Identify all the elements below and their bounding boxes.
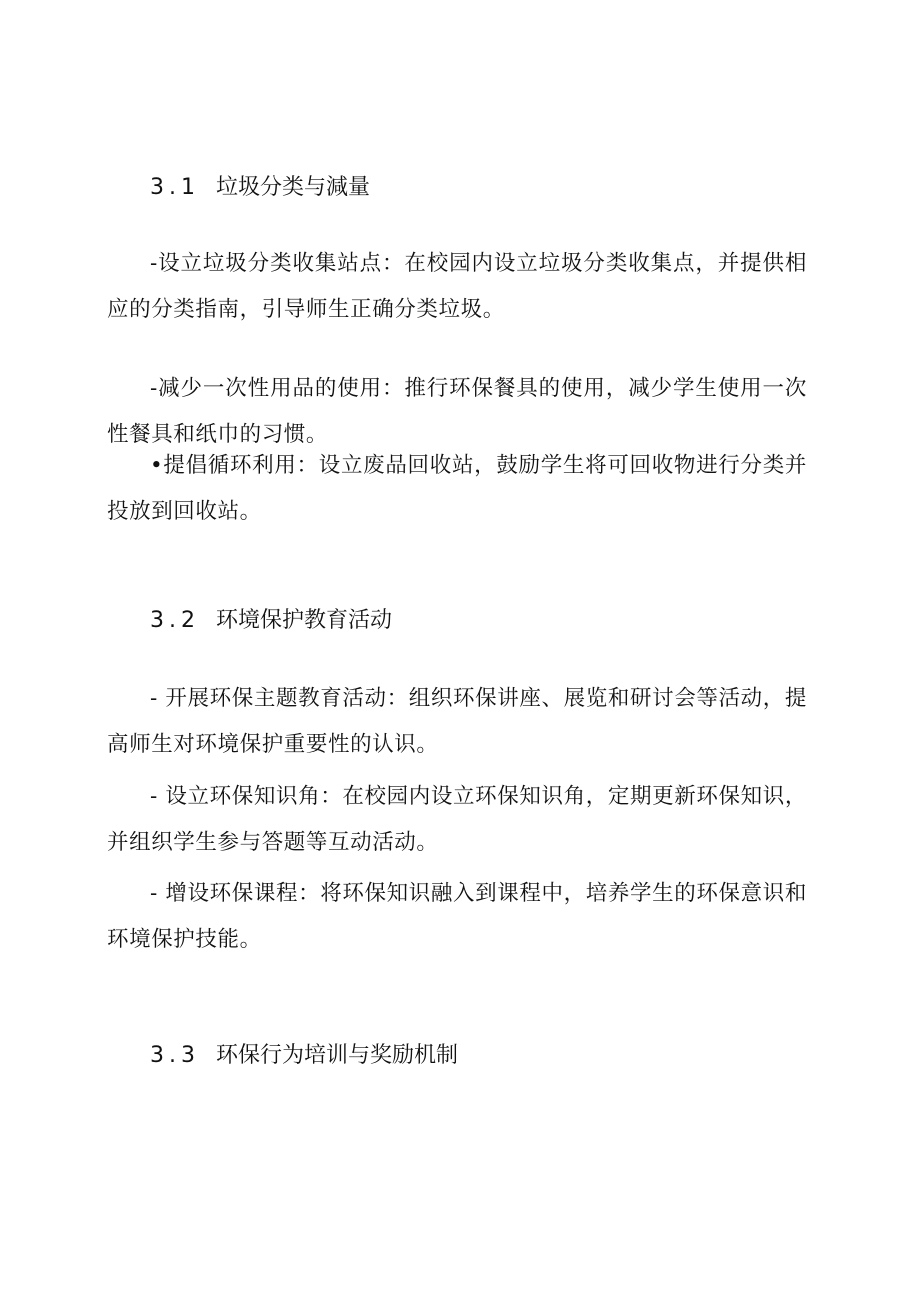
section-number: 3.3	[150, 1043, 200, 1068]
paragraph: - 设立环保知识角：在校园内设立环保知识角，定期更新环保知识，并组织学生参与答题等互动活动。	[107, 784, 807, 855]
section-title: 环保行为培训与奖励机制	[216, 1043, 459, 1068]
section-heading-3-2	[150, 606, 392, 636]
section-title: 环境保护教育活动	[216, 608, 393, 633]
section-title: 垃圾分类与減量	[216, 175, 371, 200]
paragraph: - 增设环保课程：将环保知识融入到课程中，培养学生的环保意识和环境保护技能。	[107, 881, 807, 952]
section-heading-3-1	[150, 173, 370, 203]
section-number: 3.2	[150, 608, 200, 633]
paragraph: - 开展环保主题教育活动：组织环保讲座、展览和研讨会等活动，提高师生对环境保护重要性的认识。	[107, 686, 807, 757]
paragraph: •提倡循环利用：设立废品回收站，鼓励学生将可回收物进行分类并投放到回收站。	[107, 453, 807, 524]
section-heading-3-3	[150, 1041, 458, 1071]
paragraph: -减少一次性用品的使用：推行环保餐具的使用，减少学生使用一次性餐具和纸巾的习惯。	[107, 376, 807, 447]
section-number: 3.1	[150, 175, 200, 200]
paragraph: -设立垃圾分类收集站点：在校园内设立垃圾分类收集点，并提供相应的分类指南，引导师生正确分类垃圾。	[107, 251, 807, 322]
